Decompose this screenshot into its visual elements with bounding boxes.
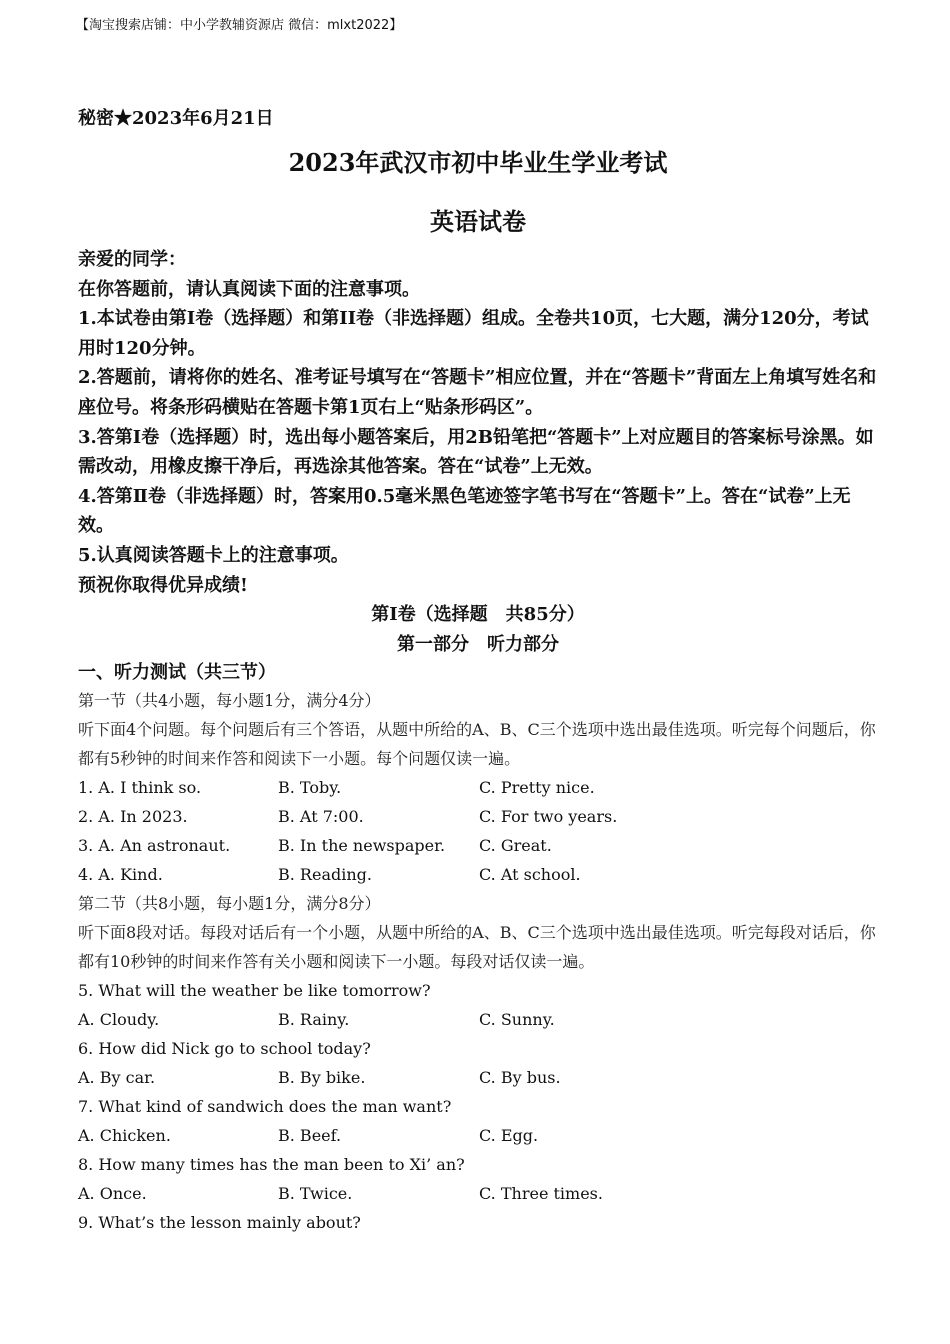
option-b: B. At 7:00.: [278, 807, 364, 826]
question-text: 5. What will the weather be like tomorrow?: [78, 981, 431, 1000]
option-c: C. Sunny.: [479, 1010, 555, 1029]
question-row: [78, 1121, 878, 1150]
option-a: A. Chicken.: [78, 1126, 171, 1145]
question-text: 9. What’s the lesson mainly about?: [78, 1213, 361, 1232]
section1-instructions: 听下面4个问题。每个问题后有三个答语，从题中所给的A、B、C三个选项中选出最佳选项。听完每个问题后，你都有5秒钟的时间来作答和阅读下一小题。每个问题仅读一遍。: [78, 720, 876, 768]
option-c: C. Pretty nice.: [479, 778, 595, 797]
notice-block: [78, 245, 878, 659]
notice-item-2: 2.答题前，请将你的姓名、准考证号填写在“答题卡”相应位置，并在“答题卡”背面左上角填写姓名和座位号。将条形码横贴在答题卡第1页右上“贴条形码区”。: [78, 367, 877, 418]
question-text: 6. How did Nick go to school today?: [78, 1039, 371, 1058]
listening-section: [78, 686, 878, 1237]
section-heading: 一、听力测试（共三节）: [78, 662, 276, 683]
volume-heading: 第Ⅰ卷（选择题 共85分）: [371, 604, 585, 626]
question-row: [78, 1063, 878, 1092]
option-a: A. Once.: [78, 1184, 147, 1203]
question-row: [78, 831, 878, 860]
exam-title: 2023年武汉市初中毕业生学业考试: [288, 148, 668, 177]
option-b: B. Beef.: [278, 1126, 342, 1145]
option-c: C. Three times.: [479, 1184, 603, 1203]
question-row: [78, 860, 878, 889]
confidential-date: 秘密★2023年6月21日: [78, 108, 274, 129]
question-row: [78, 1179, 878, 1208]
notice-item-1: 1.本试卷由第Ⅰ卷（选择题）和第II卷（非选择题）组成。全卷共10页，七大题，满分120分，考试用时120分钟。: [78, 308, 869, 359]
option-c: C. At school.: [479, 865, 581, 884]
question-row: [78, 1005, 878, 1034]
option-b: B. In the newspaper.: [278, 836, 446, 855]
option-a: 4. A. Kind.: [78, 865, 163, 884]
option-b: B. Twice.: [278, 1184, 353, 1203]
question-text: 8. How many times has the man been to Xi’ an?: [78, 1155, 465, 1174]
part-heading: 第一部分 听力部分: [397, 633, 559, 655]
option-a: 2. A. In 2023.: [78, 807, 188, 826]
option-c: C. By bus.: [479, 1068, 561, 1087]
exam-subtitle: 英语试卷: [430, 207, 526, 236]
option-b: B. Rainy.: [278, 1010, 350, 1029]
section2-instructions: 听下面8段对话。每段对话后有一个小题，从题中所给的A、B、C三个选项中选出最佳选项。听完每段对话后，你都有10秒钟的时间来作答有关小题和阅读下一小题。每段对话仅读一遍。: [78, 923, 876, 971]
section2-heading: 第二节（共8小题，每小题1分，满分8分）: [78, 894, 381, 913]
option-b: B. Reading.: [278, 865, 372, 884]
notice-item-4: 4.答第Ⅱ卷（非选择题）时，答案用0.5毫米黑色笔迹签字笔书写在“答题卡”上。答在“试卷”上无效。: [78, 485, 851, 537]
question-row: [78, 802, 878, 831]
option-a: 3. A. An astronaut.: [78, 836, 231, 855]
section1-heading: 第一节（共4小题，每小题1分，满分4分）: [78, 691, 381, 710]
header-banner: 【淘宝搜索店铺：中小学教辅资源店 微信：mlxt2022】: [76, 18, 403, 33]
option-c: C. Great.: [479, 836, 552, 855]
option-c: C. Egg.: [479, 1126, 539, 1145]
option-a: A. Cloudy.: [78, 1010, 160, 1029]
option-b: B. Toby.: [278, 778, 342, 797]
question-text: 7. What kind of sandwich does the man want?: [78, 1097, 452, 1116]
notice-item-5: 5.认真阅读答题卡上的注意事项。: [78, 544, 349, 566]
option-a: A. By car.: [78, 1068, 156, 1087]
option-a: 1. A. I think so.: [78, 778, 202, 797]
notice-item-3: 3.答第Ⅰ卷（选择题）时，选出每小题答案后，用2B铅笔把“答题卡”上对应题目的答案标号涂黑。如需改动，用橡皮擦干净后，再选涂其他答案。答在“试卷”上无效。: [78, 426, 874, 478]
good-luck-wish: 预祝你取得优异成绩!: [78, 574, 248, 596]
greeting: 亲爱的同学：: [78, 249, 186, 270]
notice-intro: 在你答题前，请认真阅读下面的注意事项。: [78, 278, 420, 300]
question-row: [78, 773, 878, 802]
option-b: B. By bike.: [278, 1068, 366, 1087]
option-c: C. For two years.: [479, 807, 618, 826]
